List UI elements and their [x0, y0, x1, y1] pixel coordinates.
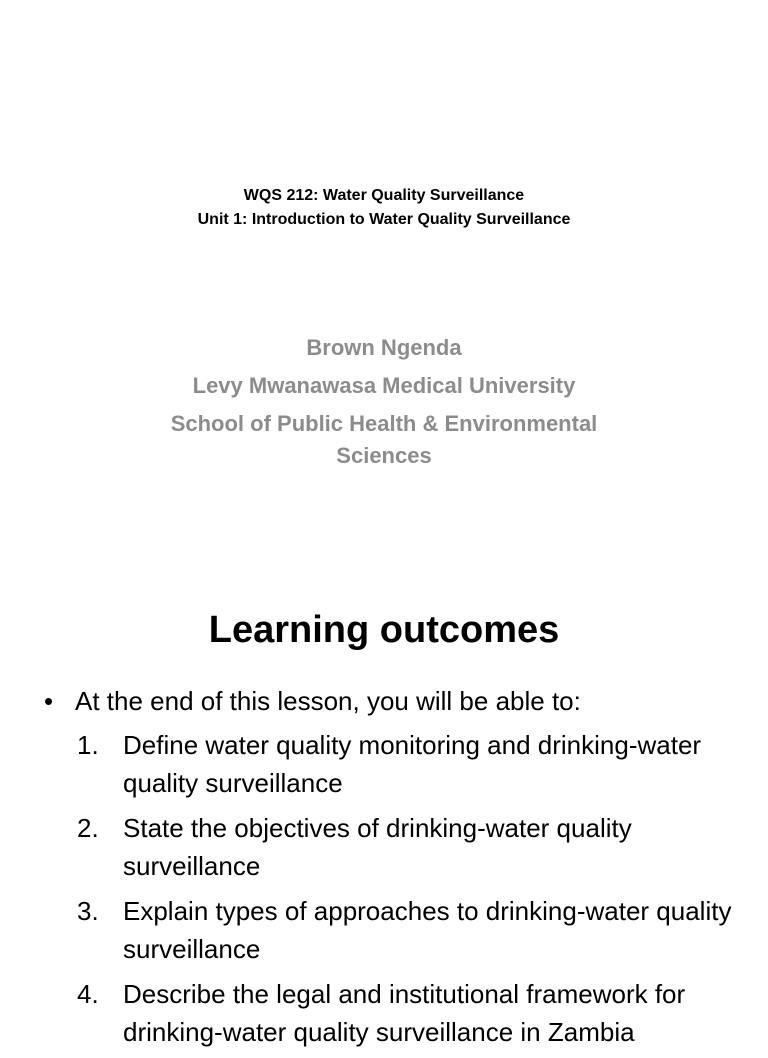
list-item — [44, 809, 744, 885]
list-item — [44, 975, 744, 1051]
author-name: Brown Ngenda — [306, 335, 462, 360]
intro-text: At the end of this lesson, you will be able to: — [75, 686, 581, 716]
author-block — [134, 332, 634, 472]
intro-bullet — [44, 682, 744, 720]
learning-outcomes-slide — [0, 576, 768, 1047]
unit-line: Unit 1: Introduction to Water Quality Surveillance — [197, 211, 571, 228]
school-name-line-2: Sciences — [336, 443, 432, 468]
item-text: Describe the legal and institutional framework for drinking-water quality surveillance in Zambia — [123, 979, 686, 1047]
institution-name: Levy Mwanawasa Medical University — [192, 373, 576, 398]
bullet-dot-icon: • — [44, 686, 54, 716]
item-number: 4. — [77, 979, 99, 1009]
item-number: 2. — [77, 813, 99, 843]
item-number: 1. — [77, 730, 99, 760]
list-item — [44, 892, 744, 968]
item-text: State the objectives of drinking-water quality surveillance — [123, 813, 632, 881]
slide-heading: Learning outcomes — [208, 609, 560, 651]
course-code-line: WQS 212: Water Quality Surveillance — [243, 187, 525, 204]
item-number: 3. — [77, 896, 99, 926]
item-text: Explain types of approaches to drinking-water quality surveillance — [123, 896, 732, 964]
item-text: Define water quality monitoring and drinking-water quality surveillance — [123, 730, 702, 798]
numbered-list — [44, 726, 744, 1051]
school-name-line-1: School of Public Health & Environmental — [170, 411, 598, 436]
outcomes-list — [44, 682, 744, 1058]
list-item — [44, 726, 744, 802]
course-title — [0, 184, 768, 232]
